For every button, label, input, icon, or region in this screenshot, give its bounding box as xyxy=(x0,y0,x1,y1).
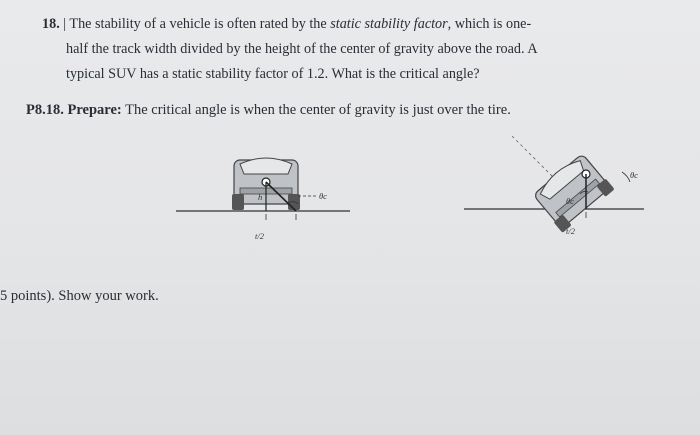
problem-text-a: The stability of a vehicle is often rated by the xyxy=(69,16,331,32)
angle-label-outer: θc xyxy=(630,170,638,180)
half-track-label-left: t/2 xyxy=(255,231,264,241)
angle-label-left: θc xyxy=(319,191,327,201)
height-label: h xyxy=(258,192,263,202)
figure-upright-suv xyxy=(170,140,370,250)
half-track-label-right: t/2 xyxy=(566,226,575,236)
problem-line-3: typical SUV has a static stability factor of 1.2. What is the critical angle? xyxy=(66,66,480,82)
tilted-body-group xyxy=(530,151,614,233)
wheel-left xyxy=(232,194,244,210)
prepare-label: Prepare: xyxy=(67,102,122,118)
angle-arc-outer xyxy=(622,172,630,182)
figure-tilted-suv xyxy=(462,132,662,242)
problem-line-1 xyxy=(42,16,531,33)
difficulty-mark: | xyxy=(63,16,67,32)
prepare-text: The critical angle is when the center of gravity is just over the tire. xyxy=(125,102,511,118)
problem-term: static stability factor xyxy=(330,16,448,32)
problem-text-b: , which is one- xyxy=(447,16,532,32)
problem-line-2: half the track width divided by the height of the center of gravity above the road. A xyxy=(66,41,538,57)
points-instruction: 5 points). Show your work. xyxy=(0,288,159,304)
angle-label-inner: θc xyxy=(566,196,574,206)
prepare-id: P8.18. xyxy=(26,102,64,118)
prepare-line xyxy=(26,102,511,119)
problem-number: 18. xyxy=(42,16,60,32)
